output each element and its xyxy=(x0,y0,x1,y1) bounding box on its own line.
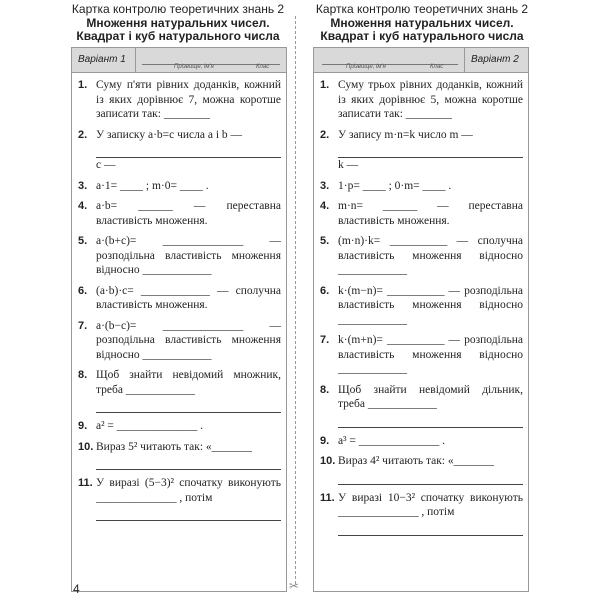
item-number: 9. xyxy=(78,420,88,432)
item-text[interactable]: k·(m−n)= __________ — розподільна властивість множення відносно ____________ xyxy=(338,284,523,326)
item-text[interactable]: a·1= ____ ; m·0= ____ . xyxy=(96,179,209,192)
left-question-list xyxy=(78,78,281,527)
list-item xyxy=(320,234,523,278)
list-item xyxy=(320,179,523,194)
page-number: 4 xyxy=(73,582,80,596)
right-title-line1: Картка контролю теоретичних знань 2 xyxy=(315,2,529,16)
item-text[interactable]: Суму п'яти рівних доданків, кожний із яких дорівнює 7, можна коротше записати так: ________ xyxy=(96,79,281,120)
item-number: 1. xyxy=(320,79,330,91)
item-number: 5. xyxy=(78,235,88,247)
left-card-title xyxy=(62,3,294,44)
item-text[interactable]: 1·p= ____ ; 0·m= ____ . xyxy=(338,179,452,192)
list-item xyxy=(78,476,281,521)
item-number: 6. xyxy=(320,284,330,297)
list-item xyxy=(320,454,523,485)
item-text[interactable]: (m·n)·k= __________ — сполучна властивість множення відносно ____________ xyxy=(338,235,523,276)
item-tail[interactable]: c — xyxy=(96,159,116,171)
item-tail[interactable]: k — xyxy=(338,159,359,171)
list-item xyxy=(78,284,281,313)
scissors-icon: ✂ xyxy=(289,579,300,593)
item-text[interactable]: Щоб знайти невідомий множник, треба ____________ xyxy=(96,369,281,396)
item-text[interactable]: Щоб знайти невідомий дільник, треба ____________ xyxy=(338,383,523,410)
item-number: 4. xyxy=(78,200,88,212)
right-card-title xyxy=(306,3,538,44)
right-title-line3: Квадрат і куб натурального числа xyxy=(320,29,524,43)
item-number: 2. xyxy=(320,128,330,141)
item-number: 3. xyxy=(320,179,330,192)
item-text[interactable]: a·(b+c)= ______________ — розподільна властивість множення відносно ____________ xyxy=(96,235,281,276)
item-text[interactable]: (a·b)·c= ____________ — сполучна властивість множення. xyxy=(96,284,281,311)
item-text[interactable]: У виразі (5−3)² спочатку виконують ______________ , потім xyxy=(96,477,281,504)
list-item xyxy=(320,491,523,536)
right-question-list xyxy=(320,78,523,542)
list-item xyxy=(320,333,523,377)
item-text[interactable]: a·(b−c)= ______________ — розподільна властивість множення відносно ____________ xyxy=(96,319,281,361)
right-title-line2: Множення натуральних чисел. xyxy=(330,15,514,30)
answer-line[interactable] xyxy=(96,455,281,470)
item-number: 2. xyxy=(78,128,88,141)
item-number: 6. xyxy=(78,284,88,297)
answer-line[interactable] xyxy=(96,398,281,413)
answer-line[interactable] xyxy=(338,143,523,158)
item-text[interactable]: a·b= ______ — переставна властивість множення. xyxy=(96,200,281,227)
right-class-label: Клас xyxy=(430,64,444,70)
list-item xyxy=(78,78,281,122)
item-text[interactable]: Суму трьох рівних доданків, кожний із яких дорівнює 5, можна коротше записати так: ________ xyxy=(338,79,523,120)
list-item xyxy=(320,128,523,173)
left-class-label: Клас xyxy=(256,64,270,70)
item-text[interactable]: k·(m+n)= __________ — розподільна властивість множення відносно ____________ xyxy=(338,334,523,375)
item-text[interactable]: a³ = ______________ . xyxy=(338,434,446,447)
item-text[interactable]: m·n= ______ — переставна властивість множення. xyxy=(338,200,523,227)
item-number: 7. xyxy=(78,319,88,332)
item-number: 7. xyxy=(320,334,330,346)
item-number: 3. xyxy=(78,179,88,192)
answer-line[interactable] xyxy=(338,413,523,428)
list-item xyxy=(78,368,281,413)
answer-line[interactable] xyxy=(338,470,523,485)
list-item xyxy=(320,383,523,428)
item-text[interactable]: a² = ______________ . xyxy=(96,420,204,432)
item-number: 8. xyxy=(320,383,330,396)
item-number: 11. xyxy=(320,491,335,504)
item-number: 9. xyxy=(320,434,330,447)
answer-line[interactable] xyxy=(96,143,281,158)
right-variant-label: Варіант 2 xyxy=(464,48,528,72)
item-number: 4. xyxy=(320,200,330,212)
answer-line[interactable] xyxy=(96,506,281,521)
item-number: 10. xyxy=(320,455,336,467)
left-card xyxy=(71,47,287,592)
right-card xyxy=(313,47,529,592)
left-title-line3: Квадрат і куб натурального числа xyxy=(76,29,280,43)
item-number: 1. xyxy=(78,79,88,91)
cut-line xyxy=(295,16,296,584)
item-text[interactable]: Вираз 4² читають так: «_______ xyxy=(338,455,494,467)
list-item xyxy=(78,319,281,363)
item-text[interactable]: Вираз 5² читають так: «_______ xyxy=(96,440,252,453)
list-item xyxy=(320,284,523,328)
list-item xyxy=(78,234,281,278)
right-name-label: Прізвище, ім'я xyxy=(346,64,386,70)
answer-line[interactable] xyxy=(338,521,523,536)
item-number: 10. xyxy=(78,440,94,453)
left-name-label: Прізвище, ім'я xyxy=(174,64,214,70)
list-item xyxy=(78,440,281,471)
list-item xyxy=(78,179,281,194)
right-card-header xyxy=(314,48,528,73)
list-item xyxy=(78,128,281,173)
left-title-line2: Множення натуральних чисел. xyxy=(86,15,270,30)
list-item xyxy=(320,78,523,122)
left-title-line1: Картка контролю теоретичних знань 2 xyxy=(71,2,285,16)
list-item xyxy=(320,434,523,449)
item-number: 11. xyxy=(78,477,93,489)
left-card-header xyxy=(72,48,286,73)
item-number: 5. xyxy=(320,235,330,247)
item-number: 8. xyxy=(78,369,88,381)
item-text[interactable]: У виразі 10−3² спочатку виконують ______________ , потім xyxy=(338,491,523,518)
left-variant-label: Варіант 1 xyxy=(72,48,136,72)
item-text[interactable]: У записку a·b=c числа a і b — xyxy=(96,128,243,141)
list-item xyxy=(78,419,281,434)
list-item xyxy=(78,199,281,228)
list-item xyxy=(320,199,523,228)
item-text[interactable]: У запису m·n=k число m — xyxy=(338,128,473,141)
